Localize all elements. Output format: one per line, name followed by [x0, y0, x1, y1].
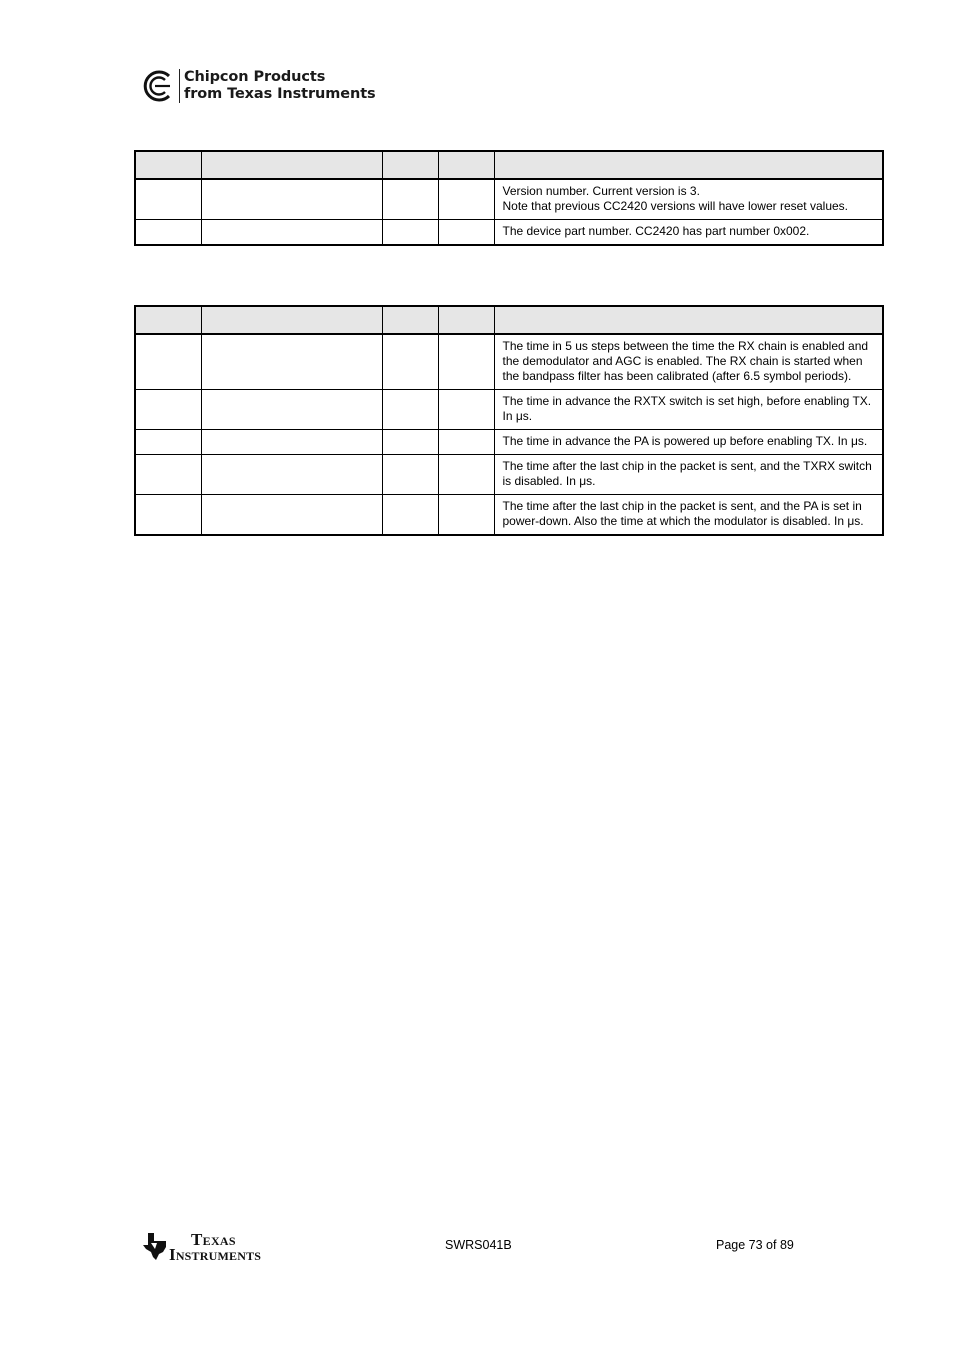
logo-text	[184, 69, 376, 103]
table-cell	[201, 334, 382, 390]
document-id: SWRS041B	[445, 1238, 512, 1252]
header-cell	[438, 151, 494, 179]
chipcon-logo	[142, 66, 376, 106]
table-cell	[438, 220, 494, 246]
header-cell	[135, 306, 201, 334]
table-cell	[382, 390, 438, 430]
table-cell	[438, 390, 494, 430]
table-row	[135, 455, 883, 495]
table-cell	[382, 430, 438, 455]
table-cell	[382, 455, 438, 495]
table-header-row	[135, 306, 883, 334]
header-cell	[201, 306, 382, 334]
table-cell	[201, 495, 382, 536]
logo-separator	[179, 69, 180, 103]
header-cell	[135, 151, 201, 179]
register-table-1	[134, 150, 884, 246]
table-cell	[438, 495, 494, 536]
table-cell	[201, 220, 382, 246]
table-cell	[382, 220, 438, 246]
table-cell	[438, 430, 494, 455]
description-cell: Version number. Current version is 3. Note that previous CC2420 versions will have lower reset values.	[494, 179, 883, 220]
logo-line-2: from Texas Instruments	[184, 86, 376, 102]
table-row	[135, 179, 883, 220]
table-cell	[382, 179, 438, 220]
register-table-2	[134, 305, 884, 536]
description-cell: The time in advance the PA is powered up before enabling TX. In μs.	[494, 430, 883, 455]
table-cell	[135, 495, 201, 536]
table-row	[135, 430, 883, 455]
texas-instruments-logo	[142, 1232, 261, 1262]
table-cell	[438, 334, 494, 390]
table-cell	[438, 455, 494, 495]
description-cell: The time in advance the RXTX switch is set high, before enabling TX. In μs.	[494, 390, 883, 430]
header-cell	[382, 306, 438, 334]
table-cell	[135, 220, 201, 246]
header-cell	[494, 151, 883, 179]
chipcon-c-icon	[142, 68, 176, 104]
description-cell: The time after the last chip in the packet is sent, and the PA is set in power-down. Also the time at which the modulator is disabled. In μs.	[494, 495, 883, 536]
table-cell	[201, 455, 382, 495]
table-cell	[135, 430, 201, 455]
header-cell	[201, 151, 382, 179]
header-cell	[382, 151, 438, 179]
table-cell	[438, 179, 494, 220]
table-cell	[135, 334, 201, 390]
table-cell	[201, 390, 382, 430]
page-number: Page 73 of 89	[716, 1238, 794, 1252]
ti-wordmark-line-2: Instruments	[169, 1245, 262, 1264]
description-cell: The time after the last chip in the packet is sent, and the TXRX switch is disabled. In μs.	[494, 455, 883, 495]
table-row	[135, 220, 883, 246]
ti-wordmark	[169, 1232, 261, 1262]
header-cell	[494, 306, 883, 334]
logo-line-1: Chipcon Products	[184, 69, 326, 85]
table-cell	[201, 430, 382, 455]
description-cell: The device part number. CC2420 has part number 0x002.	[494, 220, 883, 246]
texas-state-icon	[142, 1232, 168, 1262]
table-row	[135, 495, 883, 536]
table-row	[135, 334, 883, 390]
table-row	[135, 390, 883, 430]
table-cell	[382, 334, 438, 390]
description-cell: The time in 5 us steps between the time the RX chain is enabled and the demodulator and AGC is enabled. The RX chain is started when the bandpass filter has been calibrated (after 6.5 symbol periods).	[494, 334, 883, 390]
table-cell	[135, 390, 201, 430]
ti-wordmark-line-1: Texas	[191, 1230, 236, 1249]
table-header-row	[135, 151, 883, 179]
table-cell	[382, 495, 438, 536]
table-cell	[135, 179, 201, 220]
header-cell	[438, 306, 494, 334]
table-cell	[135, 455, 201, 495]
table-cell	[201, 179, 382, 220]
